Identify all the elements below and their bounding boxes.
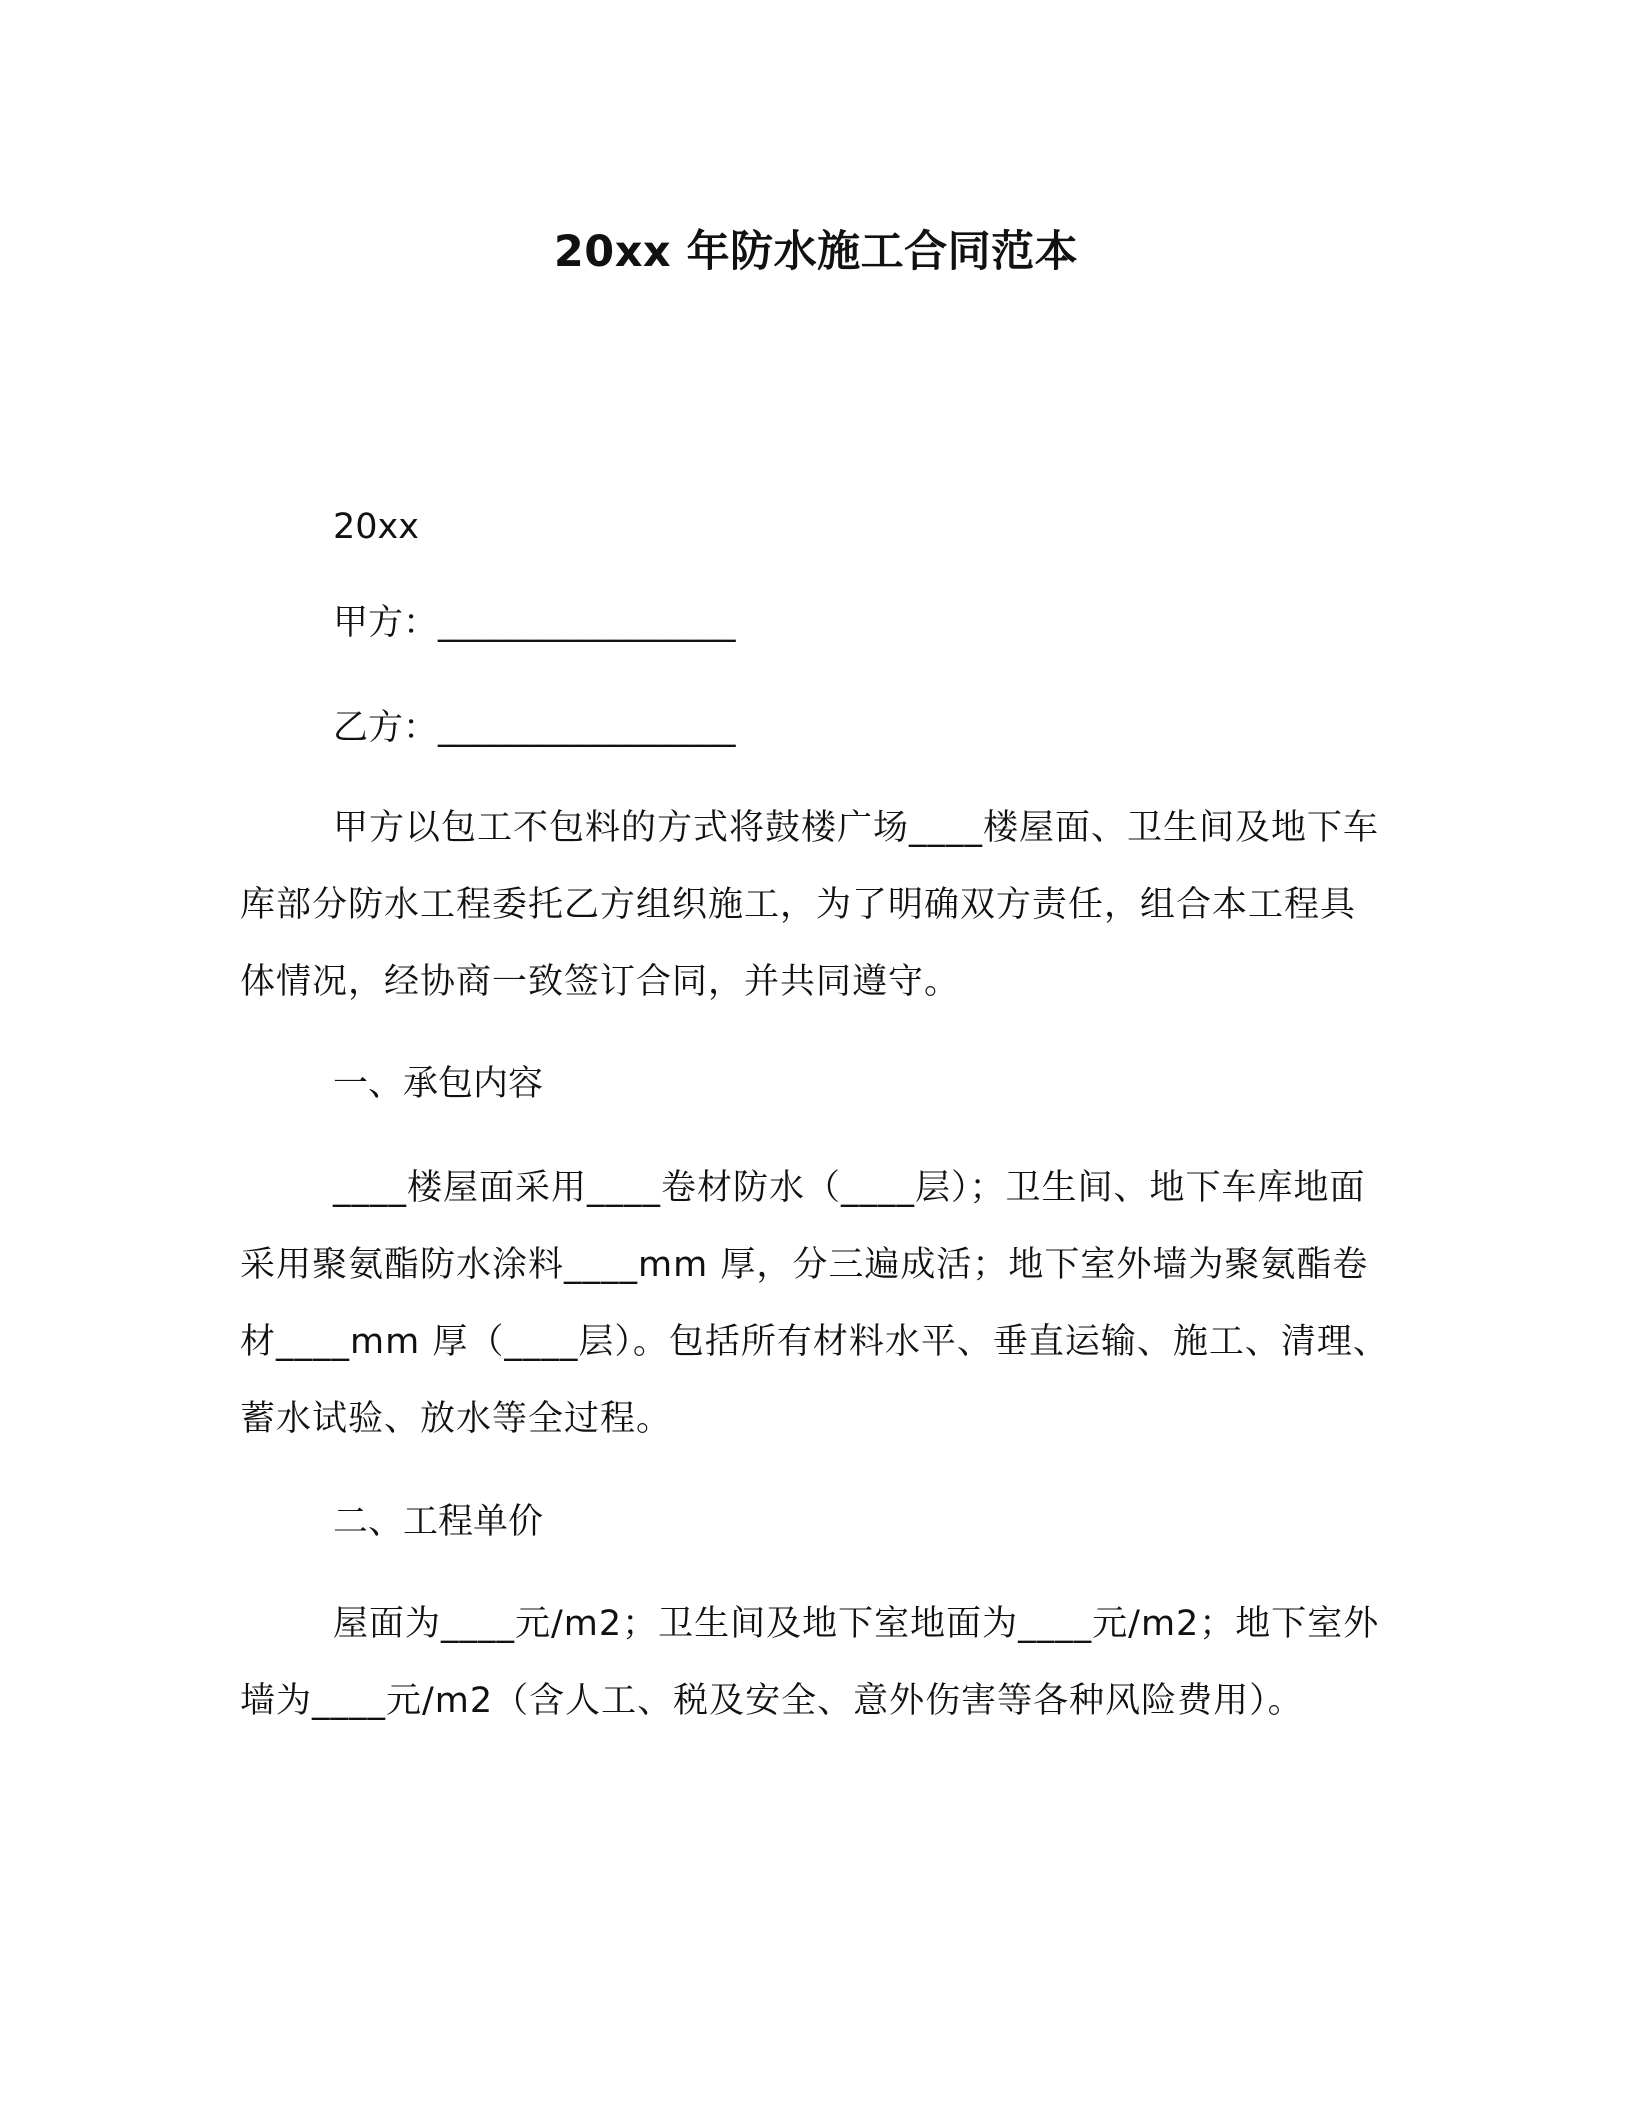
- year-line: 20xx: [333, 507, 419, 547]
- section-2-heading: 二、工程单价: [333, 1502, 544, 1542]
- section-1-body: ____楼屋面采用____卷材防水（____层）；卫生间、地下车库地面采用聚氨酯防水涂料____mm 厚，分三遍成活；地下室外墙为聚氨酯卷材____mm 厚（____层）。包括所有材料水平、垂直运输、施工、清理、蓄水试验、放水等全过程。: [240, 1168, 1389, 1439]
- intro-paragraph: 甲方以包工不包料的方式将鼓楼广场____楼屋面、卫生间及地下车库部分防水工程委托乙方组织施工，为了明确双方责任，组合本工程具体情况，经协商一致签订合同，并共同遵守。: [240, 808, 1380, 1002]
- document-title: 20xx 年防水施工合同范本: [553, 227, 1079, 277]
- section-1-heading: 一、承包内容: [333, 1064, 544, 1104]
- section-2-body: 屋面为____元/m2；卫生间及地下室地面为____元/m2；地下室外墙为____元/m2（含人工、税及安全、意外伤害等各种风险费用）。: [240, 1604, 1380, 1721]
- party-b-line: 乙方：_________________: [333, 708, 736, 748]
- party-a-line: 甲方：_________________: [333, 603, 736, 643]
